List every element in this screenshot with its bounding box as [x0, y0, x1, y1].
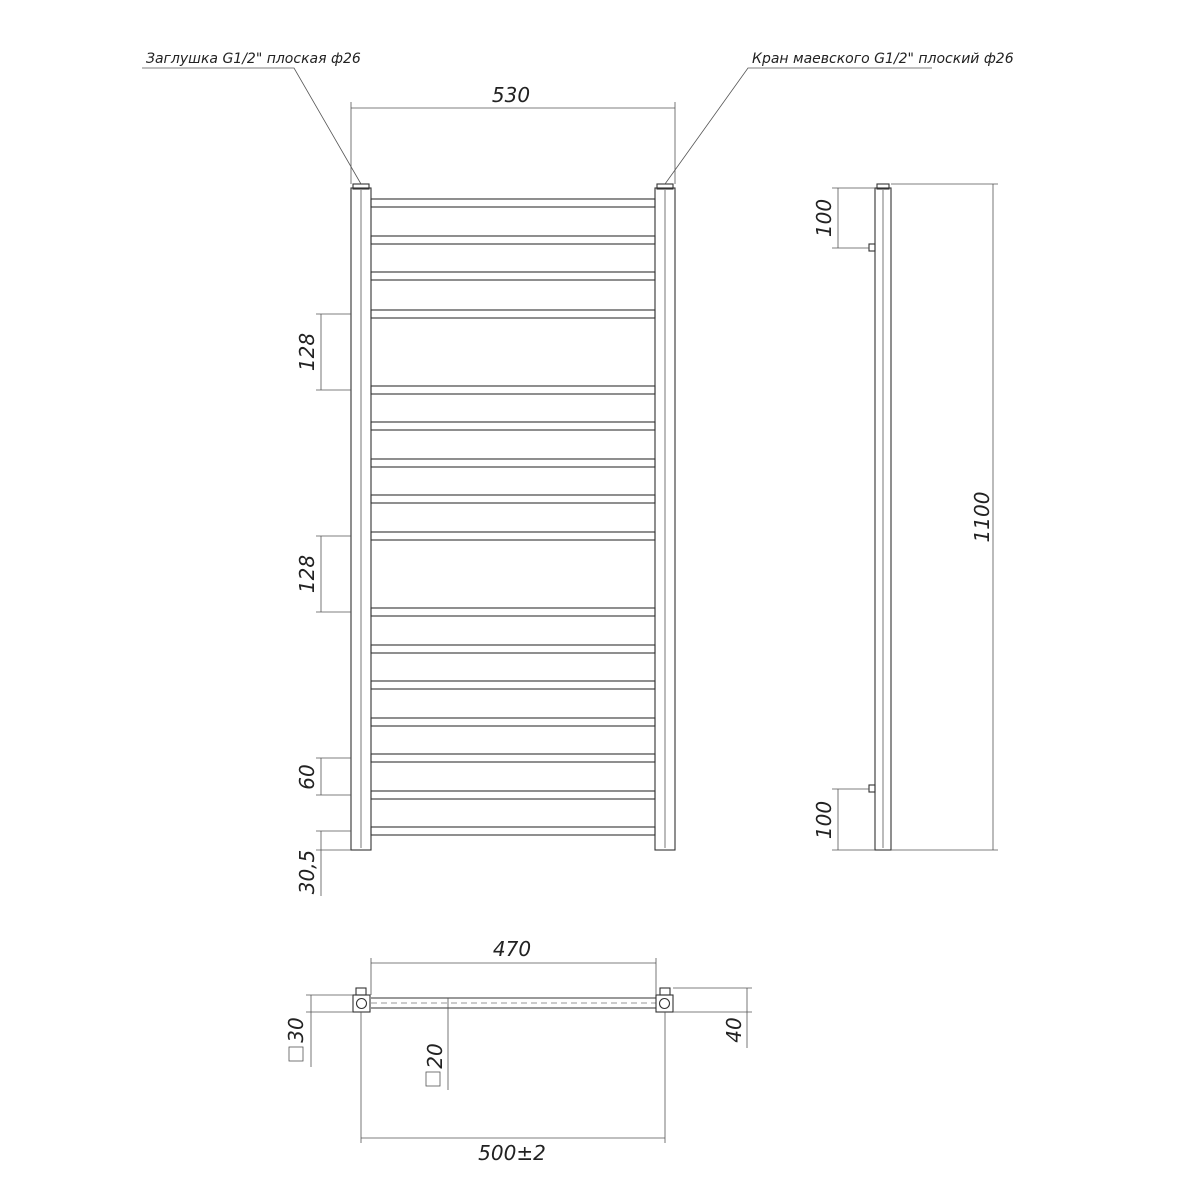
- crossbar: [371, 199, 655, 207]
- crossbar: [371, 495, 655, 503]
- dimension-128-lower: [295, 536, 351, 612]
- dim-label-60: 60: [295, 764, 319, 790]
- dim-label-100-top: 100: [812, 198, 836, 238]
- crossbar: [371, 681, 655, 689]
- square-symbol-20: [426, 1072, 440, 1086]
- dim-label-128-upper: 128: [295, 332, 319, 372]
- dim-label-30-5: 30,5: [295, 849, 319, 895]
- crossbar: [371, 272, 655, 280]
- top-right-upright: [656, 995, 673, 1012]
- dimension-30-5: [295, 831, 351, 896]
- crossbar: [371, 236, 655, 244]
- callout-right-label: Кран маевского G1/2" плоский ф26: [752, 51, 1014, 67]
- dimension-530: [351, 83, 675, 184]
- crossbar: [371, 608, 655, 616]
- dim-label-470: 470: [492, 937, 532, 961]
- crossbar: [371, 422, 655, 430]
- crossbar: [371, 827, 655, 835]
- dim-label-500: 500±2: [478, 1141, 546, 1165]
- top-view: [284, 937, 752, 1165]
- dim-label-1100: 1100: [970, 491, 994, 543]
- dimension-40: [673, 988, 752, 1048]
- top-right-valve: [660, 999, 670, 1009]
- dimension-square-20: [423, 1008, 448, 1090]
- dimension-470: [371, 937, 656, 995]
- dim-label-128-lower: 128: [295, 554, 319, 594]
- callout-left: [142, 51, 361, 184]
- crossbar: [371, 532, 655, 540]
- side-mount-top: [869, 244, 875, 251]
- crossbar: [371, 645, 655, 653]
- top-left-upright: [353, 995, 370, 1012]
- crossbar: [371, 718, 655, 726]
- dim-label-square-30: 30: [284, 1017, 308, 1043]
- dimension-60: [295, 758, 351, 795]
- callout-right: [665, 51, 1014, 184]
- dimension-100-top: [812, 188, 875, 248]
- dim-label-40: 40: [722, 1017, 746, 1043]
- top-left-plug: [357, 999, 367, 1009]
- crossbar: [371, 310, 655, 318]
- crossbar: [371, 459, 655, 467]
- crossbar: [371, 754, 655, 762]
- dim-label-100-bottom: 100: [812, 800, 836, 840]
- dim-label-530: 530: [491, 83, 531, 107]
- dimension-100-bottom: [812, 789, 875, 850]
- dimension-1100: [891, 184, 998, 850]
- square-symbol-30: [289, 1047, 303, 1061]
- top-right-fitting: [660, 988, 670, 995]
- dimension-square-30: [284, 995, 353, 1067]
- crossbar: [371, 791, 655, 799]
- callout-left-label: Заглушка G1/2" плоская ф26: [146, 51, 361, 67]
- dimension-500: [361, 1012, 665, 1165]
- crossbars: [371, 199, 655, 835]
- side-view: [812, 184, 998, 850]
- side-mount-bottom: [869, 785, 875, 792]
- top-left-fitting: [356, 988, 366, 995]
- dimension-128-upper: [295, 314, 351, 390]
- crossbar: [371, 386, 655, 394]
- dim-label-square-20: 20: [423, 1043, 447, 1069]
